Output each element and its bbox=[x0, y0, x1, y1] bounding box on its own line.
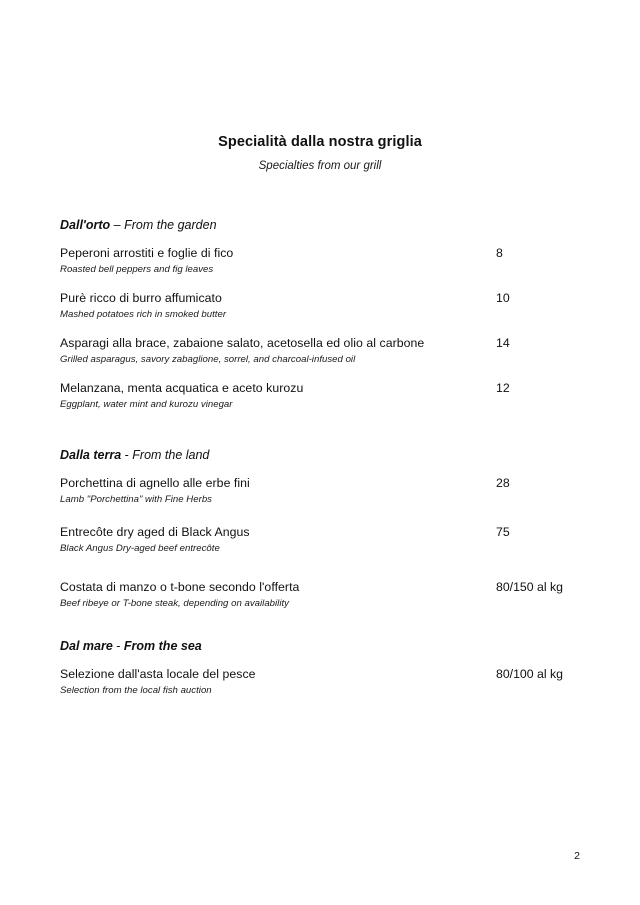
menu-item-row bbox=[60, 381, 580, 395]
menu-item-name: Porchettina di agnello alle erbe fini bbox=[60, 476, 250, 490]
menu-item-description: Black Angus Dry-aged beef entrecôte bbox=[60, 543, 220, 554]
menu-item-description: Beef ribeye or T-bone steak, depending on availability bbox=[60, 598, 289, 609]
section-name: Dal mare bbox=[60, 639, 113, 653]
section-translation: From the garden bbox=[124, 218, 217, 232]
section-translation: From the land bbox=[132, 448, 210, 462]
menu-item-price: 80/100 al kg bbox=[496, 667, 564, 681]
menu-item-row bbox=[60, 580, 580, 594]
menu-item-name: Asparagi alla brace, zabaione salato, acetosella ed olio al carbone bbox=[60, 336, 425, 350]
menu-item-price: 8 bbox=[496, 246, 503, 260]
section-name: Dall'orto bbox=[60, 218, 111, 232]
section-dash: - bbox=[112, 639, 124, 653]
menu-item bbox=[60, 246, 580, 275]
menu-item bbox=[60, 336, 580, 365]
menu-item-price: 12 bbox=[496, 381, 510, 395]
section-dash: - bbox=[121, 448, 133, 462]
section-dash: – bbox=[110, 218, 125, 232]
menu-item bbox=[60, 381, 580, 410]
section-heading bbox=[60, 218, 580, 232]
menu-item-name: Melanzana, menta acquatica e aceto kurozu bbox=[60, 381, 304, 395]
menu-item-name: Entrecôte dry aged di Black Angus bbox=[60, 525, 250, 539]
menu-item-row bbox=[60, 246, 580, 260]
menu-item-description: Roasted bell peppers and fig leaves bbox=[60, 264, 214, 275]
menu-item-row bbox=[60, 525, 580, 539]
section-translation: From the sea bbox=[123, 639, 202, 653]
section-heading bbox=[60, 639, 580, 653]
menu-item-row bbox=[60, 476, 580, 490]
page-title: Specialità dalla nostra griglia bbox=[218, 134, 422, 150]
menu-item-name: Purè ricco di burro affumicato bbox=[60, 291, 222, 305]
menu-item-description: Eggplant, water mint and kurozu vinegar bbox=[60, 399, 233, 410]
page-subtitle: Specialties from our grill bbox=[258, 160, 382, 172]
menu-item-price: 10 bbox=[496, 291, 510, 305]
menu-item-name: Peperoni arrostiti e foglie di fico bbox=[60, 246, 234, 260]
menu-item bbox=[60, 580, 580, 609]
menu-item bbox=[60, 476, 580, 505]
menu-item bbox=[60, 667, 580, 696]
page-number: 2 bbox=[574, 850, 580, 862]
menu-item-name: Selezione dall'asta locale del pesce bbox=[60, 667, 256, 681]
section-heading bbox=[60, 448, 580, 462]
menu-item-row bbox=[60, 336, 580, 350]
menu-item-description: Mashed potatoes rich in smoked butter bbox=[60, 309, 227, 320]
menu-section-dallaterra bbox=[60, 448, 580, 609]
menu-item-price: 28 bbox=[496, 476, 510, 490]
menu-section-dalmare bbox=[60, 639, 580, 696]
menu-item-description: Grilled asparagus, savory zabaglione, sorrel, and charcoal-infused oil bbox=[60, 354, 356, 365]
menu-item-row bbox=[60, 667, 580, 681]
menu-item-price: 14 bbox=[496, 336, 510, 350]
menu-item-description: Selection from the local fish auction bbox=[60, 685, 212, 696]
menu-item-price: 80/150 al kg bbox=[496, 580, 564, 594]
menu-section-dallorto bbox=[60, 218, 580, 410]
menu-item-name: Costata di manzo o t-bone secondo l'offerta bbox=[60, 580, 300, 594]
menu-item-price: 75 bbox=[496, 525, 510, 539]
menu-item-description: Lamb "Porchettina" with Fine Herbs bbox=[60, 494, 212, 505]
menu-item-row bbox=[60, 291, 580, 305]
menu-item bbox=[60, 525, 580, 554]
menu-sections bbox=[60, 218, 580, 696]
menu-item bbox=[60, 291, 580, 320]
section-name: Dalla terra bbox=[60, 448, 122, 462]
